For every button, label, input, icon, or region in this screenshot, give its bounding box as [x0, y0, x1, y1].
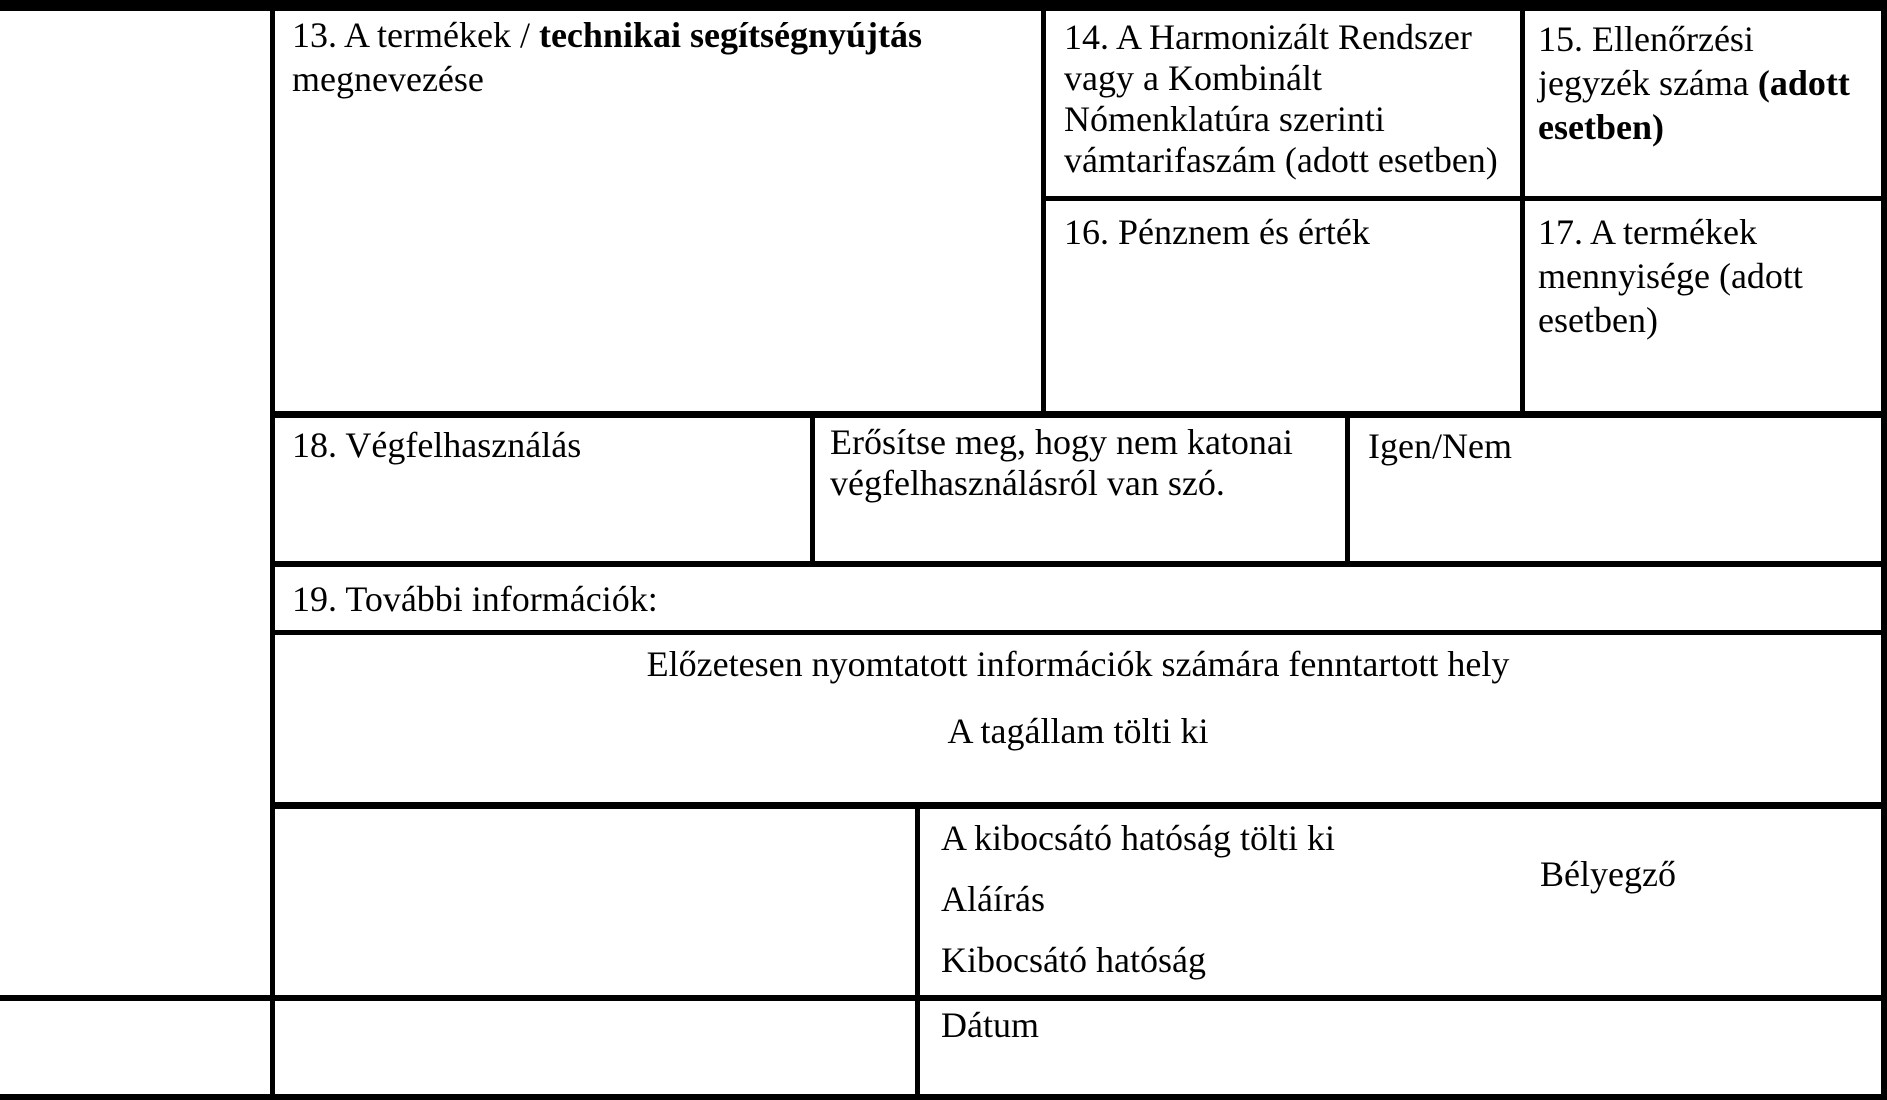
field-18-yes-no: Igen/Nem	[1368, 426, 1512, 466]
rule-row19-top	[270, 561, 1887, 567]
field-15-line2-normal: jegyzék száma	[1538, 63, 1758, 103]
field-13-line1-bold: technikai segítségnyújtás	[538, 15, 922, 55]
field-17-line2: mennyisége (adott	[1538, 256, 1803, 296]
border-right	[1881, 11, 1887, 1100]
date-label: Dátum	[941, 1005, 1039, 1045]
field-18-confirm-line2: végfelhasználásról van szó.	[830, 463, 1225, 503]
divider-left-column	[270, 11, 275, 1100]
field-18-confirm-line1: Erősítse meg, hogy nem katonai	[830, 422, 1293, 462]
rule-date-row-top	[0, 995, 1887, 1001]
field-18-label: 18. Végfelhasználás	[292, 425, 582, 465]
rule-row19-bottom	[270, 630, 1887, 635]
issuing-authority-label: Kibocsátó hatóság	[941, 940, 1206, 980]
divider-field14-field15	[1520, 11, 1525, 411]
preprint-note: Előzetesen nyomtatott információk számára fenntartott hely	[646, 644, 1510, 684]
field-14-line2: vagy a Kombinált	[1064, 58, 1322, 98]
signature-label: Aláírás	[941, 879, 1045, 919]
field-17-label	[1538, 210, 1803, 342]
rule-preprint-bottom	[270, 802, 1887, 809]
field-18-confirm-text	[830, 422, 1293, 504]
stamp-label: Bélyegző	[1540, 854, 1676, 894]
field-17-line1: 17. A termékek	[1538, 212, 1757, 252]
field-15-line1: 15. Ellenőrzési	[1538, 19, 1754, 59]
field-16-label: 16. Pénznem és érték	[1064, 212, 1370, 252]
field-15-label	[1538, 17, 1850, 149]
border-bottom	[0, 1094, 1887, 1100]
divider-field18-confirm	[810, 418, 815, 563]
member-state-note: A tagállam tölti ki	[947, 711, 1209, 751]
field-14-label	[1064, 17, 1498, 181]
field-15-line2-bold: (adott	[1757, 63, 1850, 103]
field-14-line1: 14. A Harmonizált Rendszer	[1064, 17, 1472, 57]
field-13-line1	[292, 13, 922, 57]
divider-confirm-yesno	[1345, 418, 1350, 563]
field-13-line1-normal: 13. A termékek /	[292, 15, 539, 55]
rule-row18-top	[270, 411, 1887, 418]
divider-issuing-block	[915, 809, 920, 1100]
issuing-authority-header: A kibocsátó hatóság tölti ki	[941, 818, 1335, 858]
field-15-line2	[1538, 61, 1850, 105]
field-13-line2: megnevezése	[292, 59, 484, 99]
rule-field16-field17-top	[1041, 196, 1887, 201]
field-17-line3: esetben)	[1538, 300, 1658, 340]
divider-field13-field14	[1041, 11, 1046, 411]
field-14-line4: vámtarifaszám (adott esetben)	[1064, 140, 1498, 180]
field-19-label: 19. További információk:	[292, 579, 658, 619]
border-top	[0, 0, 1887, 11]
field-14-line3: Nómenklatúra szerinti	[1064, 99, 1385, 139]
field-15-line3: esetben)	[1538, 107, 1664, 147]
field-13-label	[292, 13, 922, 101]
